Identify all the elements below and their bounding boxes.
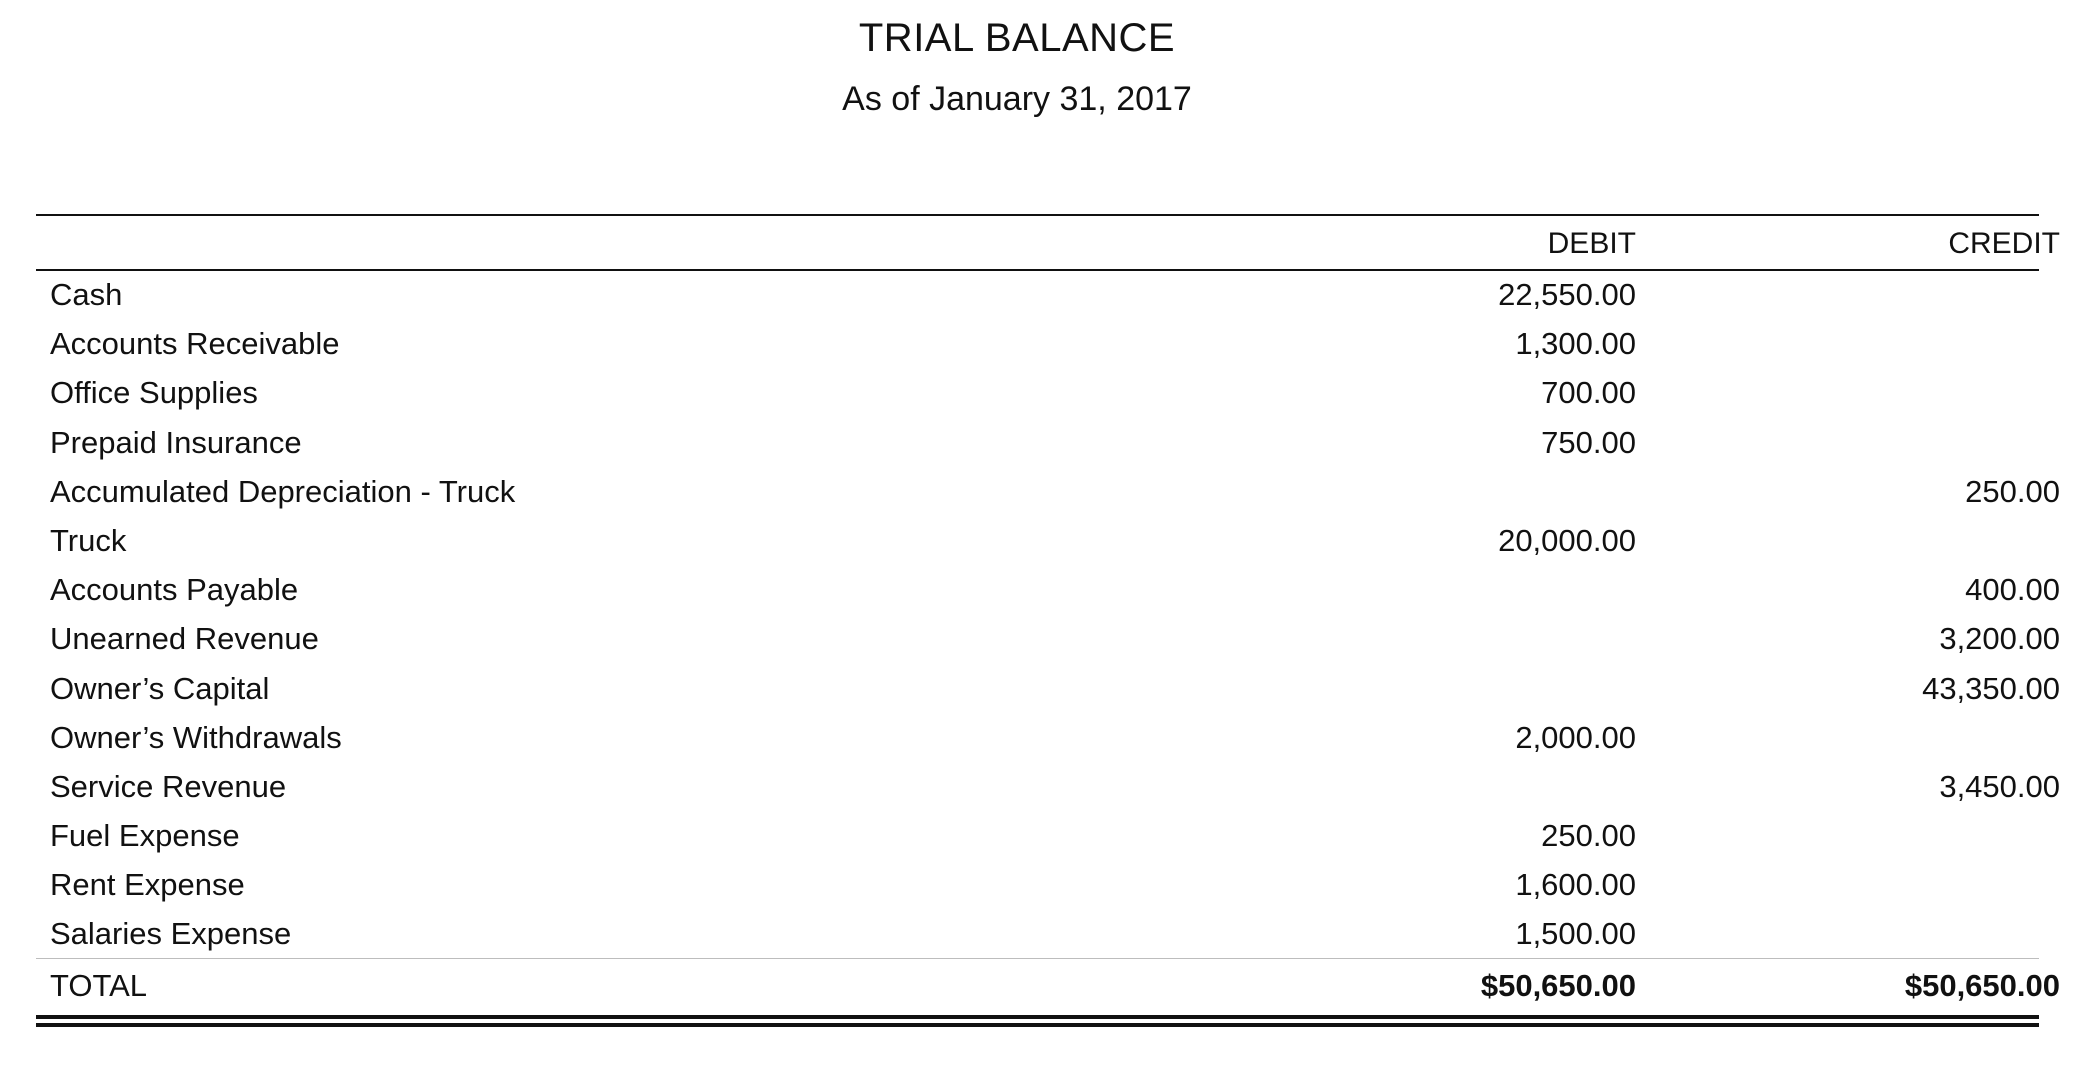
account-name: Owner’s Capital (50, 670, 270, 706)
report-title: TRIAL BALANCE (858, 16, 1176, 60)
credit-amount: 3,450.00 (1939, 768, 2060, 804)
debit-amount: 1,300.00 (1515, 326, 1636, 362)
table-row (36, 714, 2039, 763)
debit-column-header: DEBIT (1547, 227, 1636, 260)
table-row (36, 861, 2039, 910)
total-double-rule-upper (36, 1015, 2039, 1019)
account-rows (36, 271, 2060, 960)
credit-amount: 43,350.00 (1922, 670, 2060, 706)
total-row (36, 959, 2060, 1011)
table-row (36, 517, 2039, 566)
table-row (36, 320, 2039, 369)
table-row (36, 910, 2039, 959)
table-row (36, 763, 2060, 812)
table-row (36, 419, 2039, 468)
account-name: Cash (50, 277, 123, 312)
table-row (36, 566, 2060, 615)
total-debit: $50,650.00 (1480, 967, 1636, 1003)
account-name: Office Supplies (50, 375, 258, 411)
credit-amount: 400.00 (1965, 572, 2060, 608)
debit-amount: 750.00 (1541, 424, 1636, 460)
account-name: Service Revenue (50, 768, 287, 804)
total-credit: $50,650.00 (1904, 967, 2060, 1003)
credit-column-header: CREDIT (1948, 227, 2060, 260)
credit-amount: 250.00 (1965, 473, 2060, 509)
table-header-row (36, 216, 2060, 269)
report-subtitle: As of January 31, 2017 (842, 80, 1192, 118)
table-row (36, 615, 2060, 664)
table-row (36, 665, 2060, 714)
account-name: Salaries Expense (50, 916, 292, 952)
account-name: Owner’s Withdrawals (50, 719, 342, 755)
account-name: Rent Expense (50, 867, 245, 903)
account-name: Unearned Revenue (50, 621, 319, 657)
table-row (36, 812, 2039, 861)
account-name: Prepaid Insurance (50, 424, 302, 460)
total-label: TOTAL (50, 967, 148, 1003)
table-row (36, 369, 2039, 418)
total-double-rule-lower (36, 1023, 2039, 1027)
debit-amount: 20,000.00 (1498, 522, 1636, 558)
debit-amount: 250.00 (1541, 818, 1636, 854)
debit-amount: 22,550.00 (1498, 277, 1636, 312)
account-name: Accounts Payable (50, 572, 299, 608)
account-name: Truck (50, 522, 127, 558)
account-name: Accumulated Depreciation - Truck (50, 473, 516, 509)
account-name: Fuel Expense (50, 818, 240, 854)
table-row (36, 271, 2039, 320)
debit-amount: 1,600.00 (1515, 867, 1636, 903)
account-name: Accounts Receivable (50, 326, 340, 362)
table-row (36, 468, 2060, 517)
debit-amount: 2,000.00 (1515, 719, 1636, 755)
debit-amount: 1,500.00 (1515, 916, 1636, 952)
credit-amount: 3,200.00 (1939, 621, 2060, 657)
debit-amount: 700.00 (1541, 375, 1636, 411)
